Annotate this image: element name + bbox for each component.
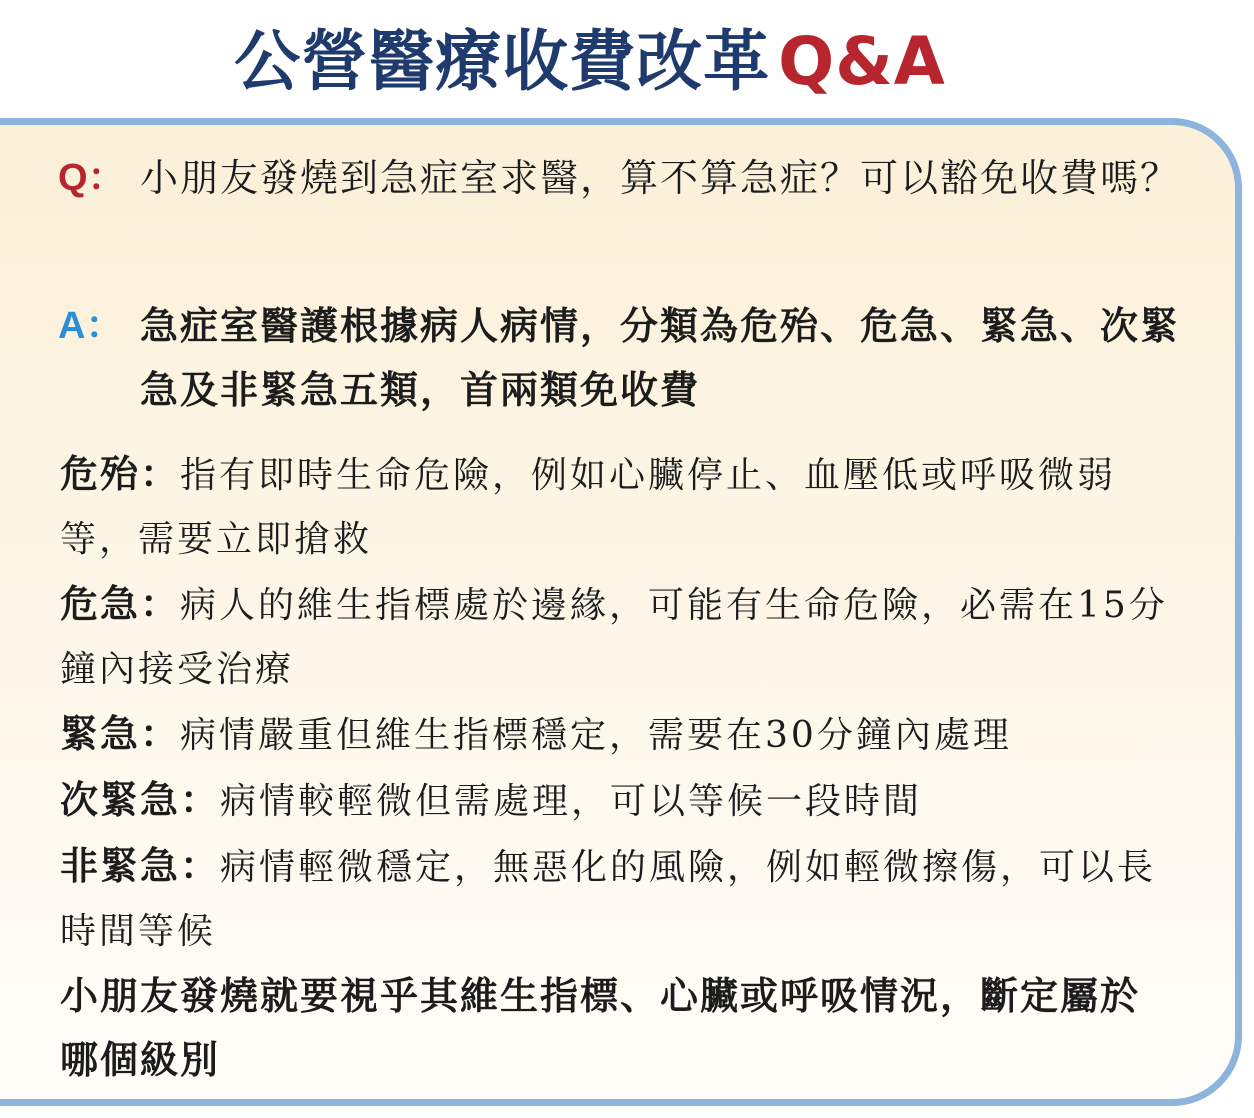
level-term: 危殆：	[60, 452, 181, 496]
level-urgent	[60, 702, 1175, 768]
level-term: 危急：	[60, 582, 181, 626]
level-desc: 指有即時生命危險，例如心臟停止、血壓低或呼吸微弱等，需要立即搶救	[60, 455, 1117, 560]
level-emergency	[60, 572, 1175, 702]
answer-marker: A：	[58, 305, 124, 347]
page-title	[0, 20, 1180, 104]
question-text: 小朋友發燒到急症室求醫，算不算急症？可以豁免收費嗎？	[140, 156, 1181, 200]
triage-levels	[60, 442, 1175, 1092]
answer-text: 急症室醫護根據病人病情，分類為危殆、危急、緊急、次緊急及非緊急五類，首兩類免收費	[140, 304, 1181, 412]
level-non-urgent	[60, 834, 1175, 964]
title-qa: Q&A	[778, 23, 946, 100]
level-desc: 病情嚴重但維生指標穩定，需要在30分鐘內處理	[180, 715, 1012, 756]
level-desc: 病情較輕微但需處理，可以等候一段時間	[220, 781, 923, 822]
level-term: 次緊急：	[60, 778, 221, 822]
conclusion-text: 小朋友發燒就要視乎其維生指標、心臟或呼吸情況，斷定屬於哪個級別	[60, 974, 1141, 1082]
level-desc: 病人的維生指標處於邊緣，可能有生命危險，必需在15分鐘內接受治療	[60, 585, 1168, 690]
level-semi-urgent	[60, 768, 1175, 834]
level-critical	[60, 442, 1175, 572]
title-main: 公營醫療收費改革	[234, 23, 771, 100]
question-marker: Q：	[58, 157, 126, 199]
question-block	[58, 146, 1181, 210]
level-term: 非緊急：	[60, 844, 221, 888]
answer-block	[58, 294, 1181, 422]
level-desc: 病情輕微穩定，無惡化的風險，例如輕微擦傷，可以長時間等候	[60, 847, 1157, 952]
level-term: 緊急：	[60, 712, 181, 756]
